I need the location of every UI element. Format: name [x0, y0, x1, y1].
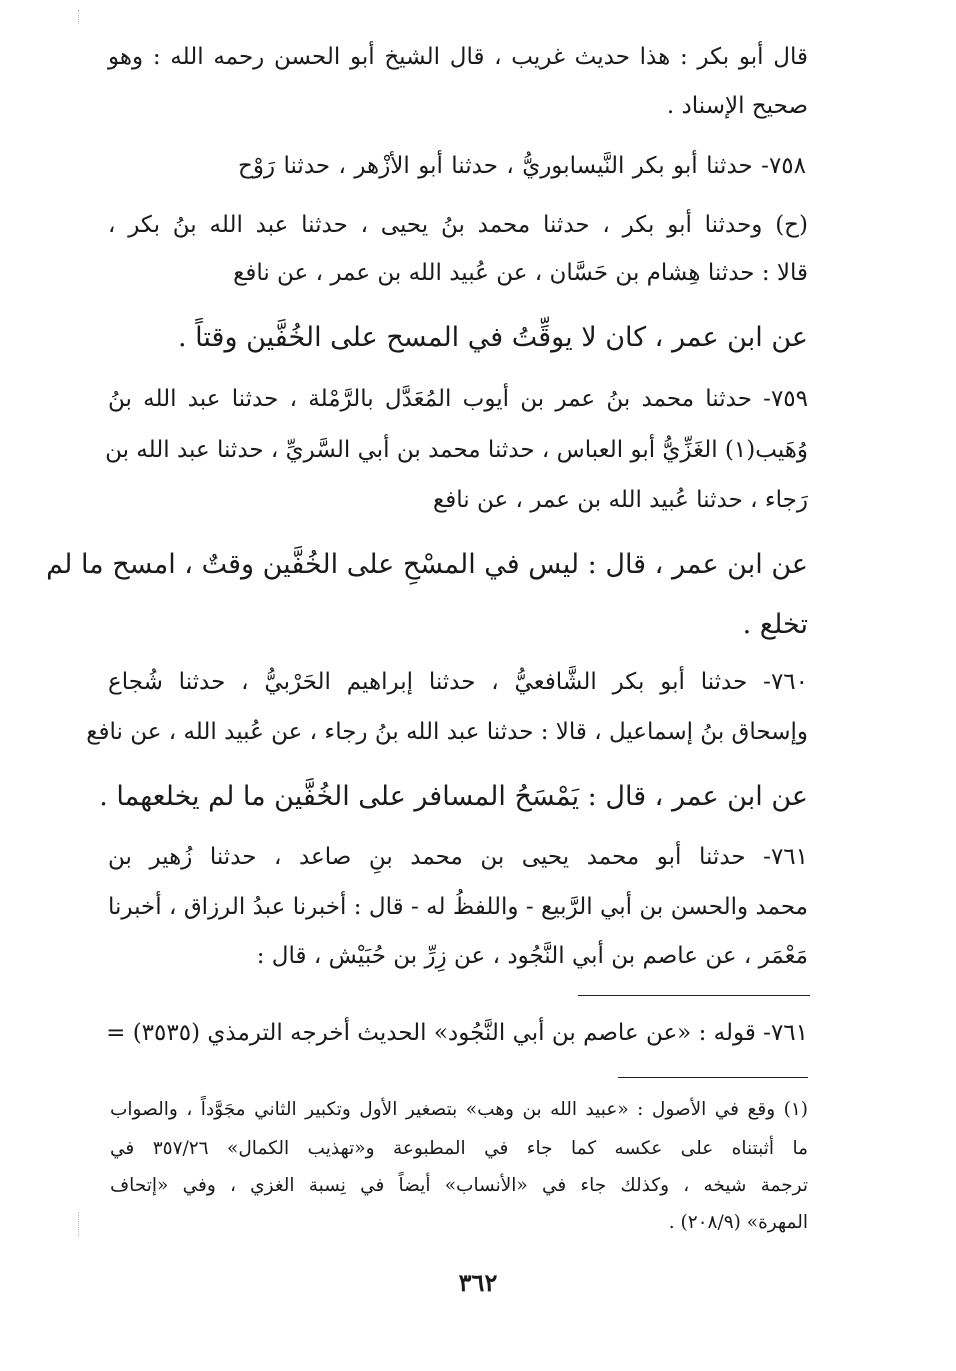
hadith-761-line: مَعْمَر ، عن عاصم بن أبي النَّجُود ، عن زِرِّ بن حُبَيْش ، قال :	[256, 943, 808, 969]
hadith-760-matn: عن ابن عمر ، قال : يَمْسَحُ المسافر على الخُفَّين ما لم يخلعهما .	[99, 781, 808, 812]
hadith-761-line: ٧٦١- حدثنا أبو محمد يحيى بن محمد بنِ صاعد ، حدثنا زُهير بن	[108, 844, 808, 870]
hadith-760-line: وإسحاق بنُ إسماعيل ، قالا : حدثنا عبد الله بنُ رجاء ، عن عُبيد الله ، عن نافع	[86, 719, 808, 745]
footnote-line: المهرة» (٢٠٨/٩) .	[668, 1212, 808, 1233]
footnote-separator	[618, 1077, 808, 1078]
hadith-758-line: قالا : حدثنا هِشام بن حَسَّان ، عن عُبيد الله بن عمر ، عن نافع	[233, 260, 808, 286]
hadith-759-line: رَجاء ، حدثنا عُبيد الله بن عمر ، عن نافع	[433, 487, 808, 513]
page-number: ٣٦٢	[458, 1268, 498, 1297]
hadith-759-matn: عن ابن عمر ، قال : ليس في المسْحِ على الخُفَّين وقتٌ ، امسح ما لم	[46, 549, 808, 580]
hadith-758-matn: عن ابن عمر ، كان لا يوقِّتُ في المسح على الخُفَّين وقتاً .	[178, 322, 808, 353]
commentary-note: ٧٦١- قوله : «عن عاصم بن أبي النَّجُود» الحديث أخرجه الترمذي (٣٥٣٥) =	[106, 1020, 808, 1046]
text-line: قال أبو بكر : هذا حديث غريب ، قال الشيخ أبو الحسن رحمه الله : وهو	[108, 44, 808, 70]
hadith-761-line: محمد والحسن بن أبي الرَّبيع - واللفظُ له - قال : أخبرنا عبدُ الرزاق ، أخبرنا	[108, 894, 808, 920]
hadith-758-line: (ح) وحدثنا أبو بكر ، حدثنا محمد بنُ يحيى ، حدثنا عبد الله بنُ بكر ،	[108, 212, 808, 238]
scan-edge-mark	[78, 10, 79, 24]
hadith-759-line: وُهَيب(١) الغَزِّيُّ أبو العباس ، حدثنا محمد بن أبي السَّريِّ ، حدثنا عبد الله بن	[105, 437, 808, 463]
footnote-line: ما أثبتناه على عكسه كما جاء في المطبوعة و«تهذيب الكمال» ٣٥٧/٢٦ في	[110, 1138, 809, 1159]
hadith-758-line: ٧٥٨- حدثنا أبو بكر النَّيسابوريُّ ، حدثنا أبو الأزْهر ، حدثنا رَوْح	[238, 153, 806, 179]
hadith-760-line: ٧٦٠- حدثنا أبو بكر الشَّافعيُّ ، حدثنا إبراهيم الحَرْبيُّ ، حدثنا شُجاع	[108, 669, 808, 695]
footnote-line: ترجمة شيخه ، وكذلك جاء في «الأنساب» أيضاً في نِسبة الغزي ، وفي «إتحاف	[110, 1175, 808, 1196]
hadith-759-line: ٧٥٩- حدثنا محمد بنُ عمر بن أيوب المُعَدَّل بالرَّمْلة ، حدثنا عبد الله بنُ	[108, 386, 808, 412]
commentary-separator	[578, 995, 810, 996]
scan-edge-mark	[78, 1212, 79, 1236]
text-line: صحيح الإسناد .	[666, 93, 808, 119]
hadith-759-matn: تخلع .	[742, 609, 808, 640]
footnote-line: (١) وقع في الأصول : «عبيد الله بن وهب» بتصغير الأول وتكبير الثاني مجَوَّداً ، والصواب	[110, 1099, 808, 1120]
